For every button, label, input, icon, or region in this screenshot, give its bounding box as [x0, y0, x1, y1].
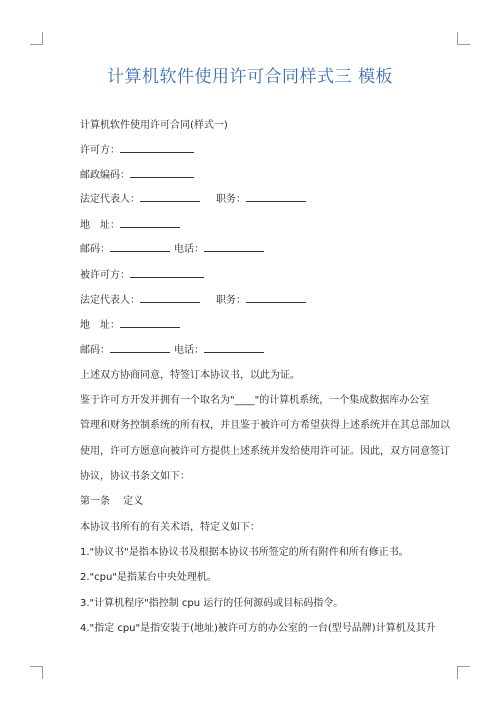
licensor-field [80, 141, 194, 156]
definition-item: 2."cpu"是指某台中央处理机。 [80, 572, 217, 583]
definition-item: 3."计算机程序"指控制 cpu 运行的任何源码或目标码指令。 [80, 598, 344, 609]
zip-blank-2[interactable] [110, 342, 170, 353]
contract-subtitle: 计算机软件使用许可合同(样式一) [80, 120, 228, 131]
crop-mark-bottom-left [30, 666, 43, 679]
zip-phone-row [80, 240, 264, 255]
zip-label-2: 邮码： [80, 345, 110, 356]
address-blank-2[interactable] [120, 317, 180, 328]
whereas-line: 鉴于许可方开发并拥有一个取名为"____"的计算机系统，一个集成数据库办公室 [80, 395, 430, 406]
position-label: 职务： [216, 194, 246, 205]
definition-item: 4."指定 cpu"是指安装于(地址)被许可方的办公室的一台(型号品牌)计算机及其升 [80, 623, 436, 634]
licensor-blank[interactable] [120, 142, 194, 153]
crop-mark-top-right [457, 32, 470, 45]
postcode-label: 邮政编码： [80, 170, 130, 181]
crop-mark-bottom-right [457, 666, 470, 679]
licensor-label: 许可方： [80, 145, 120, 156]
article-heading: 第一条 定义 [80, 496, 144, 507]
crop-mark-top-left [30, 32, 43, 45]
address-field [80, 216, 180, 231]
licensee-field [80, 266, 204, 281]
licensee-blank[interactable] [130, 267, 204, 278]
postcode-blank[interactable] [130, 167, 194, 178]
zip-label: 邮码： [80, 244, 110, 255]
address-label: 地 址： [80, 220, 120, 231]
phone-blank-2[interactable] [204, 342, 264, 353]
postcode-field [80, 166, 194, 181]
legal-rep-row-2 [80, 291, 306, 306]
legal-rep-label: 法定代表人： [80, 194, 140, 205]
legal-rep-blank-2[interactable] [140, 292, 200, 303]
position-label-2: 职务： [216, 295, 246, 306]
definition-item: 1."协议书"是指本协议书及根据本协议书所签定的所有附件和所有修正书。 [80, 547, 409, 558]
phone-label: 电话： [174, 244, 204, 255]
licensee-label: 被许可方： [80, 270, 130, 281]
legal-rep-label-2: 法定代表人： [80, 295, 140, 306]
position-blank[interactable] [246, 191, 306, 202]
definitions-intro: 本协议书所有的有关术语，特定义如下： [80, 522, 260, 533]
document-title: 计算机软件使用许可合同样式三 模板 [107, 67, 393, 87]
whereas-line: 管理和财务控制系统的所有权，并且鉴于被许可方希望获得上述系统并在其总部加以 [80, 420, 450, 431]
address-label-2: 地 址： [80, 320, 120, 331]
zip-phone-row-2 [80, 341, 264, 356]
agreement-intro: 上述双方协商同意，特签订本协议书，以此为证。 [80, 370, 300, 381]
phone-blank[interactable] [204, 241, 264, 252]
zip-blank[interactable] [110, 241, 170, 252]
position-blank-2[interactable] [246, 292, 306, 303]
whereas-line: 使用，许可方愿意向被许可方提供上述系统并发给使用许可证。因此，双方同意签订 [80, 446, 450, 457]
whereas-line: 协议，协议书条文如下： [80, 471, 190, 482]
legal-rep-row [80, 190, 306, 205]
address-field-2 [80, 316, 180, 331]
address-blank[interactable] [120, 217, 180, 228]
legal-rep-blank[interactable] [140, 191, 200, 202]
phone-label-2: 电话： [174, 345, 204, 356]
